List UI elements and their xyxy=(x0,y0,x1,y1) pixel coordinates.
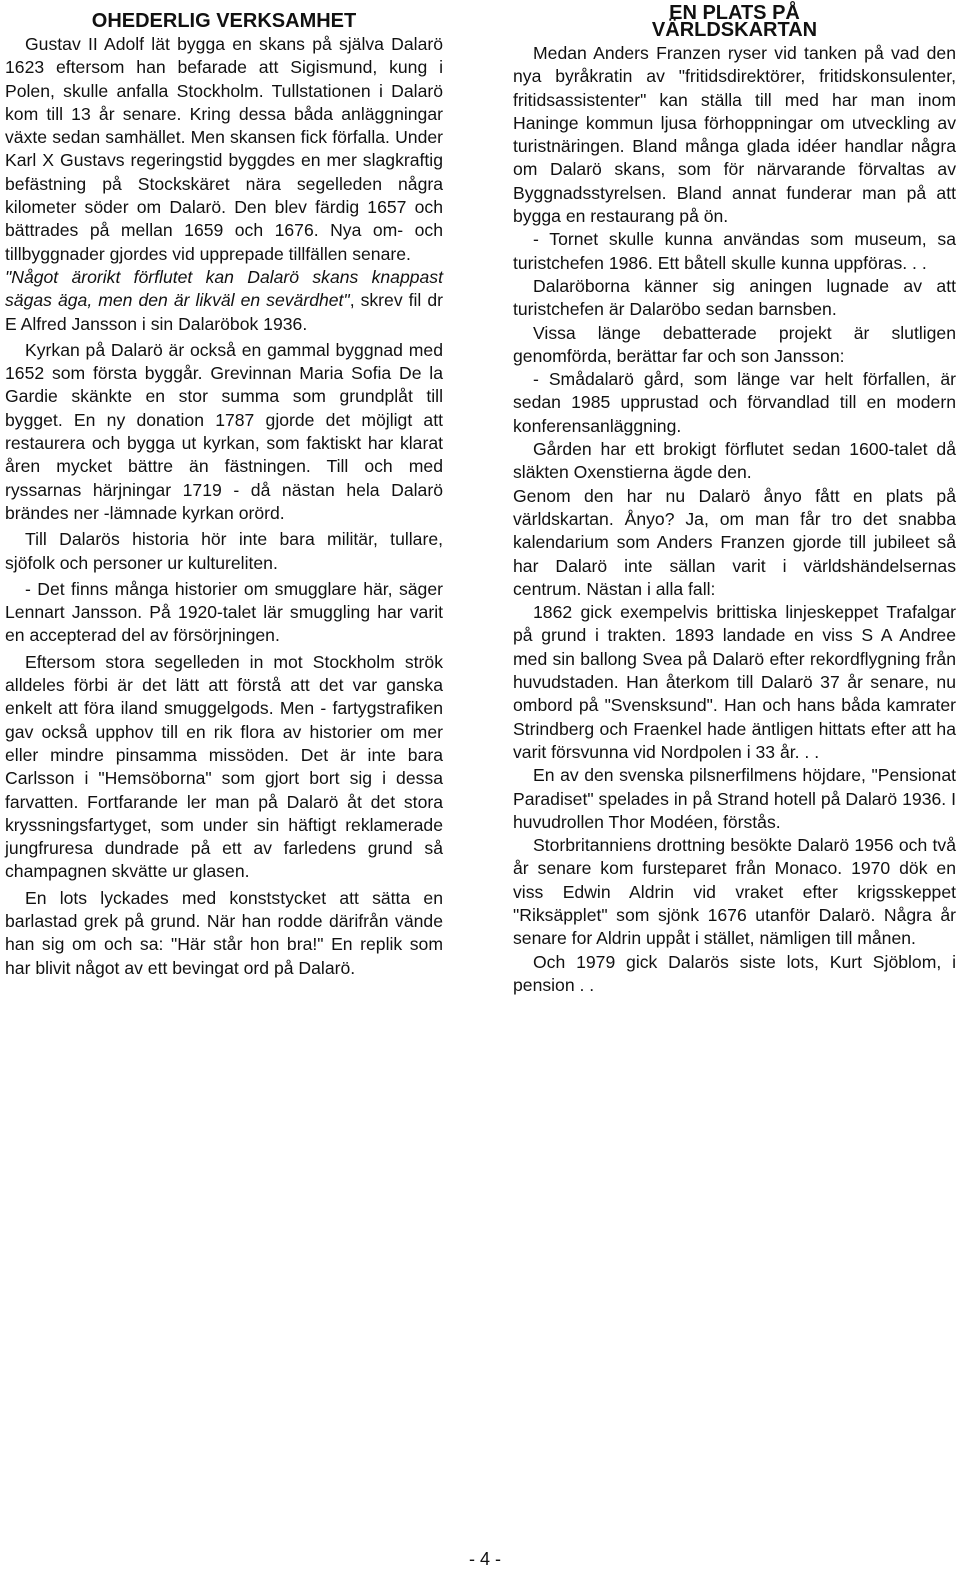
section-heading-ohederlig-verksamhet: OHEDERLIG VERKSAMHET xyxy=(91,10,357,32)
page-number: - 4 - xyxy=(468,1549,501,1569)
paragraph: Gården har ett brokigt förflutet sedan 1600-talet då släkten Oxenstierna ägde den. xyxy=(513,439,956,483)
paragraph: Till Dalarös historia hör inte bara militär, tullare, sjöfolk och personer ur kultureliten. xyxy=(5,529,443,573)
paragraph: - Det finns många historier om smugglare här, säger Lennart Jansson. På 1920-talet lär smuggling har varit en accepterad del av försörjningen. xyxy=(5,578,443,646)
quote-paragraph xyxy=(5,266,443,336)
quote-italic-text: "Något ärorikt förflutet kan Dalarö skans knappast sägas äga, men den är likväl en sevärdhet" xyxy=(5,266,443,311)
paragraph: - Smådalarö gård, som länge var helt förfallen, är sedan 1985 upprustad och förvandlad till en modern konferensanläggning. xyxy=(513,369,956,436)
right-column xyxy=(513,2,956,997)
paragraph: - Tornet skulle kunna användas som museum, sa turistchefen 1986. Ett båtell skulle kunna uppföras. . . xyxy=(513,229,956,273)
paragraph: Storbritanniens drottning besökte Dalarö 1956 och två år senare kom fursteparet från Monaco. 1970 dök en viss Edwin Aldrin vid vraket efter krigsskeppet "Riksäpplet" som sjönk 1676 utanför Dalarö. Några år senare for Aldrin uppåt i stället, nämligen till månen. xyxy=(513,835,956,949)
paragraph: Medan Anders Franzen ryser vid tanken på vad den nya byråkratin av "fritidsdirektörer, fritidskonsulenter, fritidsassistenter" kan ställa till med har man inom Haninge kommun ljusa förhoppningar om utveckling av turistnäringen. Bland många glada idéer handlar några om Dalarö skans, som för närvarande förvaltas av Byggnadsstyrelsen. Bland annat funderar man på att bygga en restaurang på ön. xyxy=(513,43,956,227)
paragraph: Och 1979 gick Dalarös siste lots, Kurt Sjöblom, i pension . . xyxy=(513,951,956,995)
paragraph: Vissa länge debatterade projekt är slutligen genomförda, berättar far och son Jansson: xyxy=(513,322,956,366)
paragraph: Kyrkan på Dalarö är också en gammal byggnad med 1652 som första byggår. Grevinnan Maria Sofia De la Gardie skänkte en stor summa som grundplåt till bygget. En ny donation 1787 gjorde det möjligt att restaurera och bygga ut kyrkan, som faktiskt har klarat åren mycket bättre än fästningen. Till och med ryssarnas härjningar 1719 - då nästan hela Dalarö brändes ner -lämnade kyrkan orörd. xyxy=(5,339,443,523)
paragraph: 1862 gick exempelvis brittiska linjeskeppet Trafalgar på grund i trakten. 1893 landade en viss S A Andree med sin ballong Svea på Dalarö efter rekordflygning från huvudstaden. Han återkom till Dalarö 37 år senare, nu ombord på "Svensksund". Han och hans båda kamrater Strindberg och Fraenkel hade äntligen hittats efter att ha varit försvunna vid Nordpolen i 33 år. . . xyxy=(513,602,956,762)
section-heading-en-plats-line1: EN PLATS PÅ xyxy=(669,2,800,24)
paragraph: Gustav II Adolf lät bygga en skans på själva Dalarö 1623 eftersom han befarade att Sigismund, kung i Polen, skulle anfalla Stockholm. Tullstationen i Dalarö kom till 13 år senare. Kring dessa båda anläggningar växte sedan samhället. Men skansen fick förfalla. Under Karl X Gustavs regeringstid byggdes en mer slagkraftig befästning på Stockskäret nära segelleden några kilometer söder om Dalarö. Den blev färdig 1657 och bättrades på mellan 1659 och 1676. Nya om- och tillbyggnader gjordes vid upprepade tillfällen senare. xyxy=(5,34,443,264)
paragraph: En av den svenska pilsnerfilmens höjdare, "Pensionat Paradiset" spelades in på Strand hotell på Dalarö 1936. I huvudrollen Thor Modéen, förstås. xyxy=(513,765,956,832)
paragraph: En lots lyckades med konststycket att sätta en barlastad grek på grund. När han rodde därifrån vände han sig om och sa: "Här står hon bra!" En replik som har blivit något av ett bevingat ord på Dalarö. xyxy=(5,887,443,978)
section-heading-en-plats-line2: VÄRLDSKARTAN xyxy=(651,19,818,41)
paragraph: Eftersom stora segelleden in mot Stockholm strök alldeles förbi är det lätt att förstå att det var ganska enkelt att föra iland smuggelgods. Men - fartygstrafiken gav också upphov till en rik flora av historier om mer eller mindre pinsamma missöden. Det är inte bara Carlsson i "Hemsöborna" som gjort bort sig i dessa farvatten. Fortfarande ler man på Dalarö åt det stora kryssningsfartyget, som under sin häftigt reklamerade jungfruresa dundrade på ett av farledens grund så champagnen skvätte ur glasen. xyxy=(5,651,443,882)
paragraph: Genom den har nu Dalarö ånyo fått en plats på världskartan. Ånyo? Ja, om man får tro det snabba kalendarium som Anders Franzen gjorde till jubileet så har Dalarö inte sällan varit i världshändelsernas centrum. Nästan i alla fall: xyxy=(513,485,956,599)
left-column xyxy=(5,8,443,980)
paragraph: Dalaröborna känner sig aningen lugnade av att turistchefen är Dalaröbo sedan barnsben. xyxy=(513,275,956,320)
quote-attribution: , skrev fil dr E Alfred Jansson i sin Dalaröbok 1936. xyxy=(5,290,443,334)
